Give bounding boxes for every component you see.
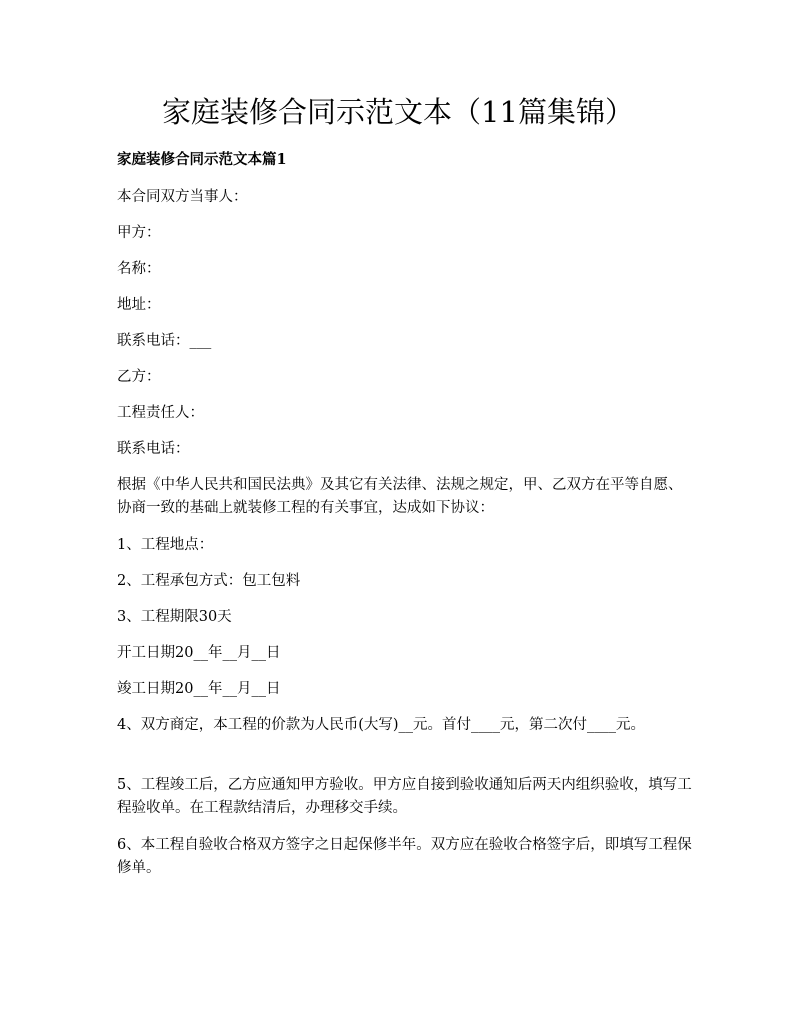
document-title: 家庭装修合同示范文本（11篇集锦） [162, 95, 634, 129]
paragraph: 竣工日期20__年__月__日 [117, 681, 281, 697]
paragraph: 联系电话： [117, 441, 190, 457]
paragraph: 5、工程竣工后，乙方应通知甲方验收。甲方应自接到验收通知后两天内组织验收，填写工程验收单。在工程款结清后，办理移交手续。 [117, 777, 692, 816]
paragraph: 2、工程承包方式：包工包料 [117, 573, 301, 589]
paragraph: 4、双方商定，本工程的价款为人民币(大写)__元。首付____元，第二次付____元。 [117, 717, 646, 733]
paragraph: 乙方： [117, 369, 161, 385]
paragraph: 联系电话：___ [117, 333, 212, 349]
paragraph: 根据《中华人民共和国民法典》及其它有关法律、法规之规定，甲、乙双方在平等自愿、协商一致的基础上就装修工程的有关事宜，达成如下协议： [117, 477, 683, 516]
paragraph: 本合同双方当事人： [117, 189, 248, 205]
paragraph: 6、本工程自验收合格双方签字之日起保修半年。双方应在验收合格签字后，即填写工程保修单。 [117, 837, 692, 876]
section-heading: 家庭装修合同示范文本篇1 [117, 151, 287, 168]
paragraph: 1、工程地点： [117, 537, 214, 553]
paragraph: 工程责任人： [117, 405, 204, 421]
paragraph: 3、工程期限30天 [117, 609, 232, 625]
paragraph: 甲方： [117, 225, 161, 241]
paragraph: 名称： [117, 261, 161, 277]
paragraph: 地址： [117, 297, 161, 313]
paragraph: 开工日期20__年__月__日 [117, 645, 281, 661]
